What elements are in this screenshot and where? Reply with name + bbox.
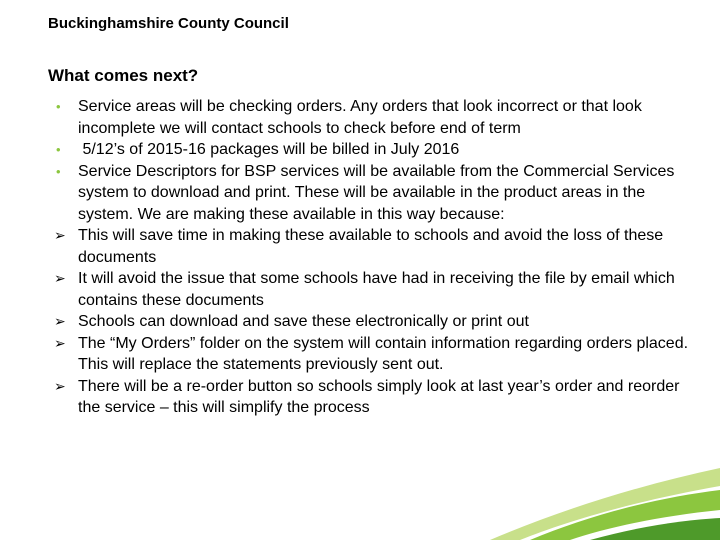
list-item: [54, 225, 694, 268]
bullet-list: [54, 96, 694, 419]
arrow-bullet-icon: ➢: [54, 270, 66, 286]
list-item: [54, 376, 694, 419]
arrow-bullet-icon: ➢: [54, 313, 66, 329]
list-item-text: This will save time in making these available to schools and avoid the loss of these documents: [78, 227, 664, 266]
arrow-bullet-icon: ➢: [54, 334, 66, 351]
list-item-text: Service Descriptors for BSP services will be available from the Commercial Services system to download and print. These will be available in the product areas in the system. We are making these available in this way because:: [78, 162, 675, 223]
list-item-text: 5/12’s of 2015-16 packages will be billed in July 2016: [78, 141, 460, 158]
list-item-text: The “My Orders” folder on the system will contain information regarding orders placed. This will replace the statements previously sent out.: [78, 334, 689, 373]
list-item: [54, 96, 694, 139]
list-item: [54, 311, 694, 333]
bullet-dot-icon: •: [56, 142, 61, 157]
list-item-text: There will be a re-order button so schools simply look at last year’s order and reorder the service – this will simplify the process: [78, 377, 680, 416]
organisation-name: Buckinghamshire County Council: [48, 15, 289, 32]
slide-title: What comes next?: [48, 66, 199, 85]
arrow-bullet-icon: ➢: [54, 227, 66, 243]
list-item: [54, 139, 694, 161]
green-swoosh-decoration: [490, 440, 720, 540]
list-item: [54, 161, 694, 226]
bullet-dot-icon: •: [56, 163, 61, 179]
bullet-dot-icon: •: [56, 99, 61, 114]
list-item: [54, 333, 694, 376]
list-item: [54, 268, 694, 311]
arrow-bullet-icon: ➢: [54, 377, 66, 394]
list-item-text: It will avoid the issue that some schools have had in receiving the file by email which contains these documents: [78, 270, 675, 309]
list-item-text: Service areas will be checking orders. Any orders that look incorrect or that look incomplete we will contact schools to check before end of term: [78, 98, 642, 137]
list-item-text: Schools can download and save these electronically or print out: [78, 313, 529, 330]
